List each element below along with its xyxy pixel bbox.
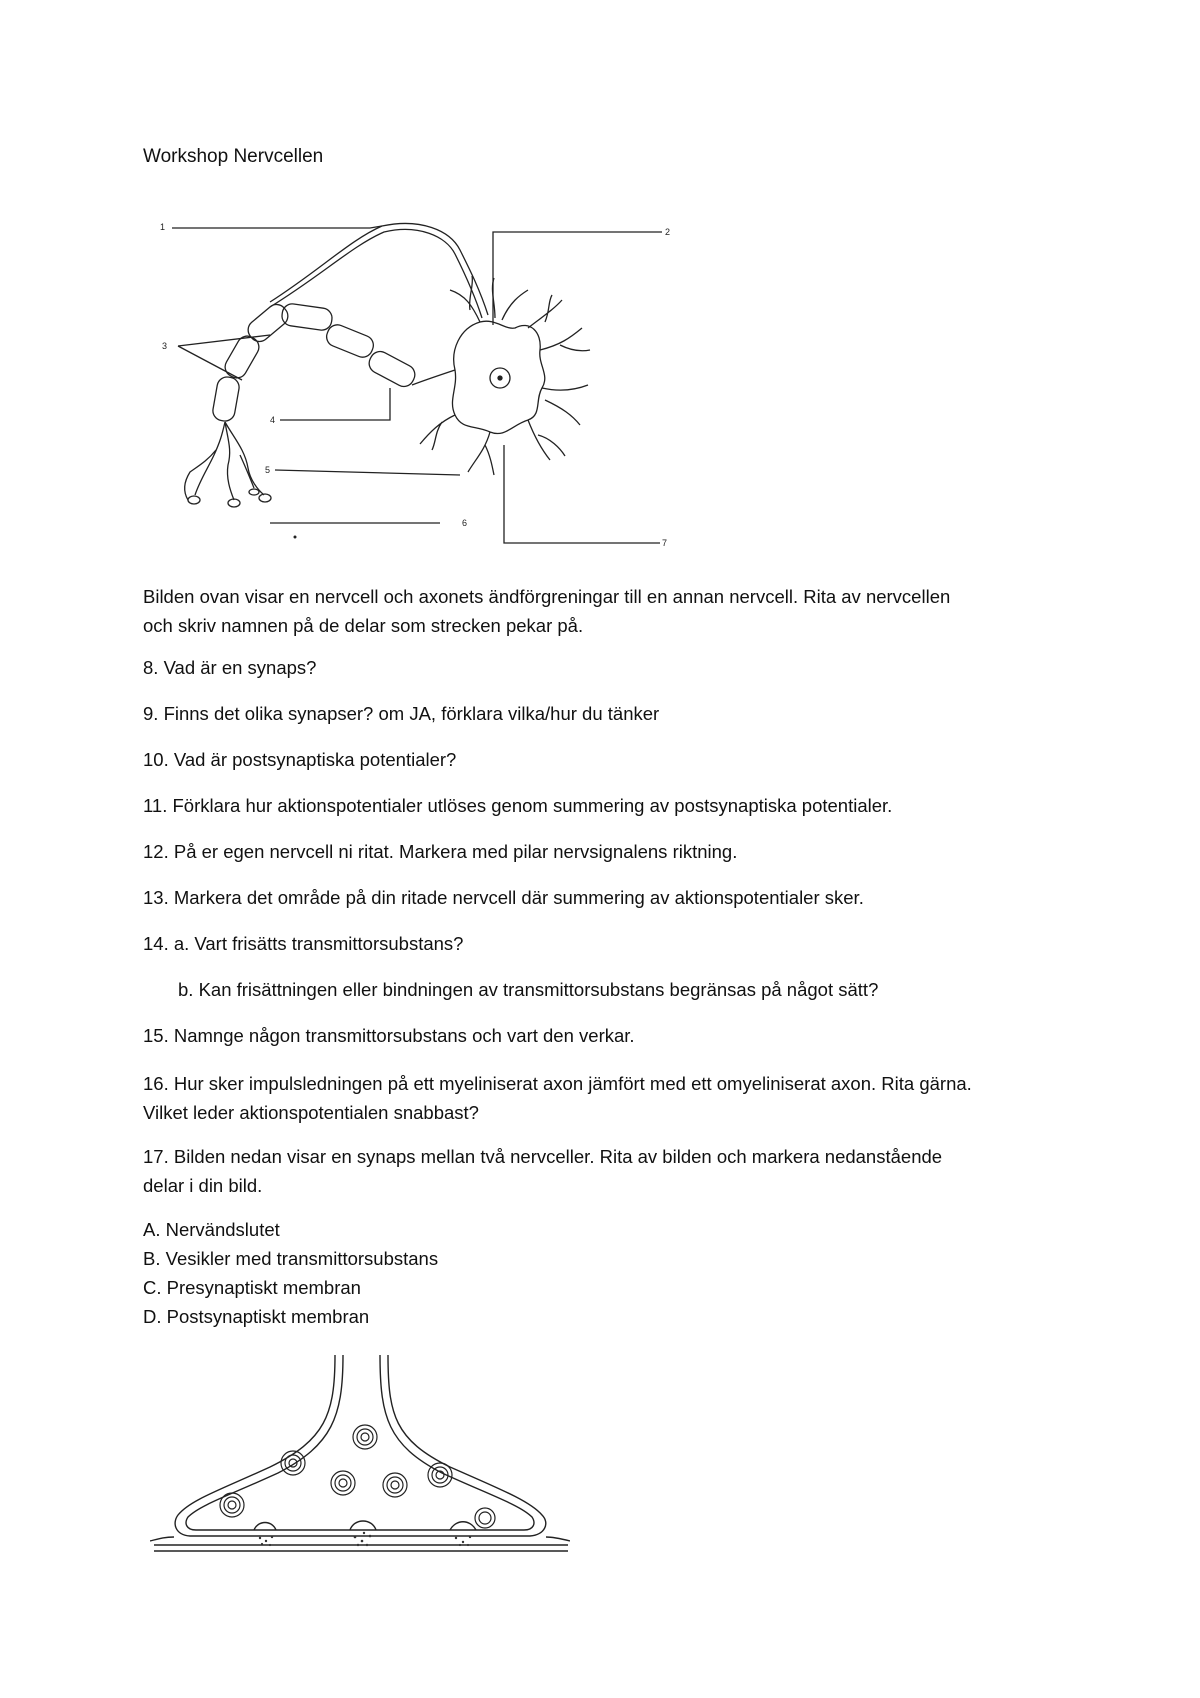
synapse-diagram [150, 1355, 570, 1570]
axon-terminal [195, 422, 225, 495]
question-17-line-2: delar i din bild. [143, 1175, 263, 1196]
label-7: 7 [662, 538, 668, 548]
question-14a: 14. a. Vart frisätts transmittorsubstans? [143, 933, 464, 954]
label-3: 3 [162, 341, 168, 351]
label-2: 2 [665, 227, 671, 237]
label-5: 5 [265, 465, 271, 475]
label-4: 4 [270, 415, 276, 425]
question-8: 8. Vad är en synaps? [143, 657, 317, 678]
question-16-line-2: Vilket leder aktionspotentialen snabbast? [143, 1102, 479, 1123]
label-line-2 [493, 232, 662, 325]
vesicle [331, 1471, 355, 1495]
question-12: 12. På er egen nervcell ni ritat. Markera med pilar nervsignalens riktning. [143, 841, 738, 862]
question-9: 9. Finns det olika synapser? om JA, förklara vilka/hur du tänker [143, 703, 660, 724]
label-line-1 [172, 226, 382, 228]
label-1: 1 [160, 222, 166, 232]
vesicle [220, 1493, 244, 1517]
part-b: B. Vesikler med transmittorsubstans [143, 1248, 439, 1269]
neuron-diagram [150, 210, 680, 555]
document-title: Workshop Nervcellen [143, 146, 324, 167]
question-16-line-1: 16. Hur sker impulsledningen på ett myeliniserat axon jämfört med ett omyeliniserat axon. Rita gärna. [143, 1073, 972, 1094]
parts-list [143, 1215, 438, 1331]
vesicle [475, 1508, 495, 1528]
intro-line-2: och skriv namnen på de delar som strecken pekar på. [143, 615, 584, 636]
label-line-5 [275, 470, 460, 475]
question-16 [143, 1069, 972, 1127]
question-10: 10. Vad är postsynaptiska potentialer? [143, 749, 457, 770]
intro-paragraph [143, 582, 950, 640]
question-17-line-1: 17. Bilden nedan visar en synaps mellan två nervceller. Rita av bilden och markera nedanstående [143, 1146, 943, 1167]
vesicle [383, 1473, 407, 1497]
label-line-7 [504, 445, 660, 543]
question-14b: b. Kan frisättningen eller bindningen av transmittorsubstans begränsas på något sätt? [178, 979, 879, 1000]
label-line-4 [280, 388, 390, 420]
vesicle [353, 1425, 377, 1449]
part-a: A. Nervändslutet [143, 1219, 280, 1240]
question-17 [143, 1142, 942, 1200]
label-6: 6 [462, 518, 468, 528]
incoming-axon [270, 223, 488, 315]
part-d: D. Postsynaptiskt membran [143, 1306, 370, 1327]
intro-line-1: Bilden ovan visar en nervcell och axonets ändförgreningar till en annan nervcell. Rita av nervcellen [143, 586, 951, 607]
vesicle [428, 1463, 452, 1487]
transmitter-dots [259, 1532, 471, 1546]
question-11: 11. Förklara hur aktionspotentialer utlöses genom summering av postsynaptiska potentialer. [143, 795, 893, 816]
part-c: C. Presynaptiskt membran [143, 1277, 361, 1298]
question-13: 13. Markera det område på din ritade nervcell där summering av aktionspotentialer sker. [143, 887, 864, 908]
vesicle [281, 1451, 305, 1475]
myelin-segment [366, 348, 419, 390]
question-15: 15. Namnge någon transmittorsubstans och vart den verkar. [143, 1025, 635, 1046]
